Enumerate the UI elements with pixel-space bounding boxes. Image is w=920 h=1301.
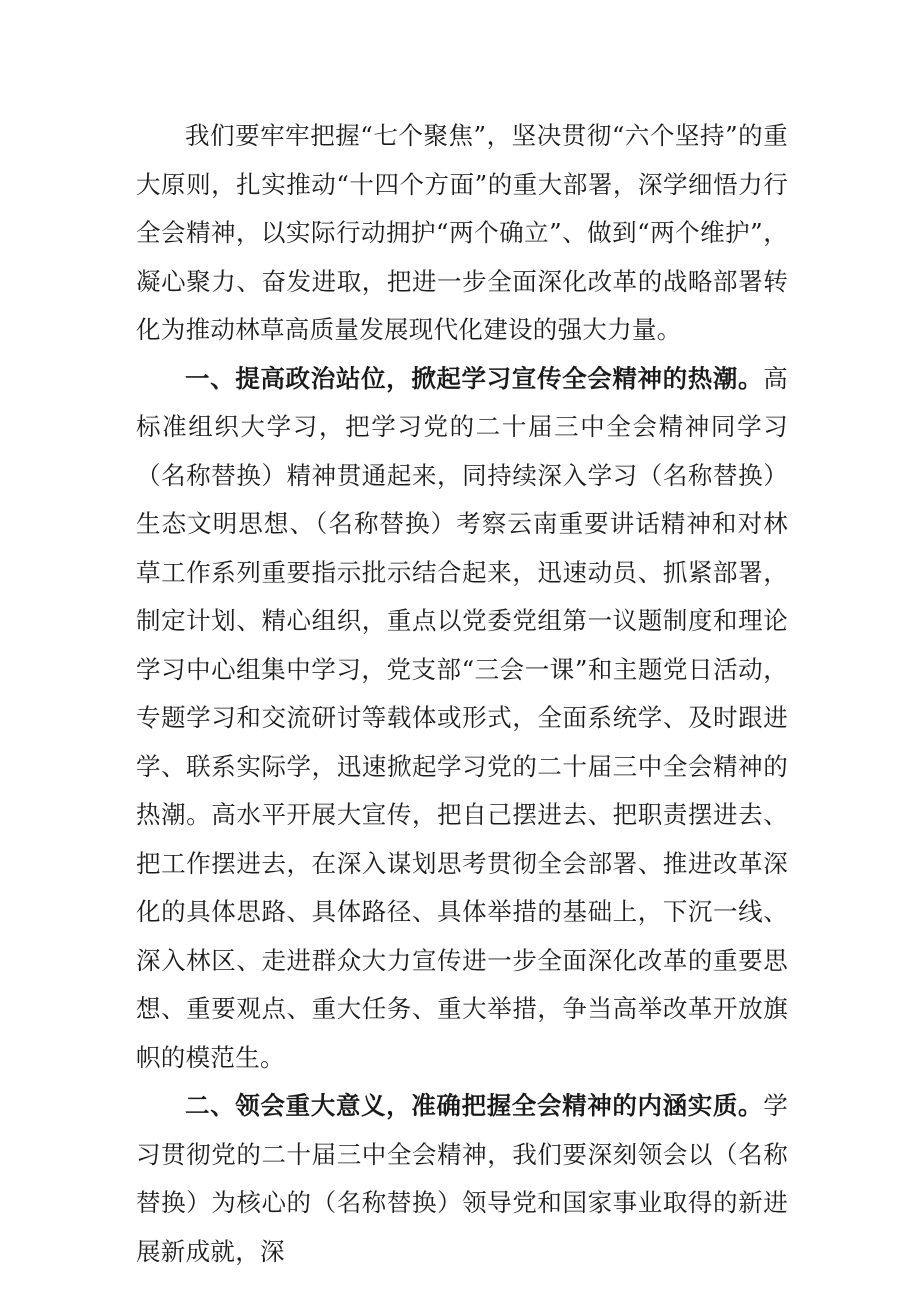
section-1-paragraph — [136, 355, 788, 1083]
section-2-paragraph — [136, 1082, 788, 1276]
paragraph-body: 我们要牢牢把握“七个聚焦”，坚决贯彻“六个坚持”的重大原则，扎实推动“十四个方面”的重大部署，深学细悟力行全会精神，以实际行动拥护“两个确立”、做到“两个维护”，凝心聚力、奋发进取，把进一步全面深化改革的战略部署转化为推动林草高质量发展现代化建设的强大力量。 — [136, 121, 788, 344]
section-1-heading: 一、提高政治站位，掀起学习宣传全会精神的热潮。 — [185, 363, 764, 393]
section-1-body: 高标准组织大学习，把学习党的二十届三中全会精神同学习（名称替换）精神贯通起来，同持续深入学习（名称替换）生态文明思想、（名称替换）考察云南重要讲话精神和对林草工作系列重要指示批示结合起来，迅速动员、抓紧部署，制定计划、精心组织，重点以党委党组第一议题制度和理论学习中心组集中学习，党支部“三会一课”和主题党日活动，专题学习和交流研讨等载体或形式，全面系统学、及时跟进学、联系实际学，迅速掀起学习党的二十届三中全会精神的热潮。高水平开展大宣传，把自己摆进去、把职责摆进去、把工作摆进去，在深入谋划思考贯彻全会部署、推进改革深化的具体思路、具体路径、具体举措的基础上，下沉一线、深入林区、走进群众大力宣传进一步全面深化改革的重要思想、重要观点、重大任务、重大举措，争当高举改革开放旗帜的模范生。 — [136, 363, 788, 1072]
intro-paragraph — [136, 112, 788, 355]
section-2-heading: 二、领会重大意义，准确把握全会精神的内涵实质。 — [185, 1091, 764, 1120]
section-2-body: 学习贯彻党的二十届三中全会精神，我们要深刻领会以（名称替换）为核心的（名称替换）领导党和国家事业取得的新进展新成就，深 — [136, 1091, 788, 1266]
document-body — [136, 112, 788, 1276]
